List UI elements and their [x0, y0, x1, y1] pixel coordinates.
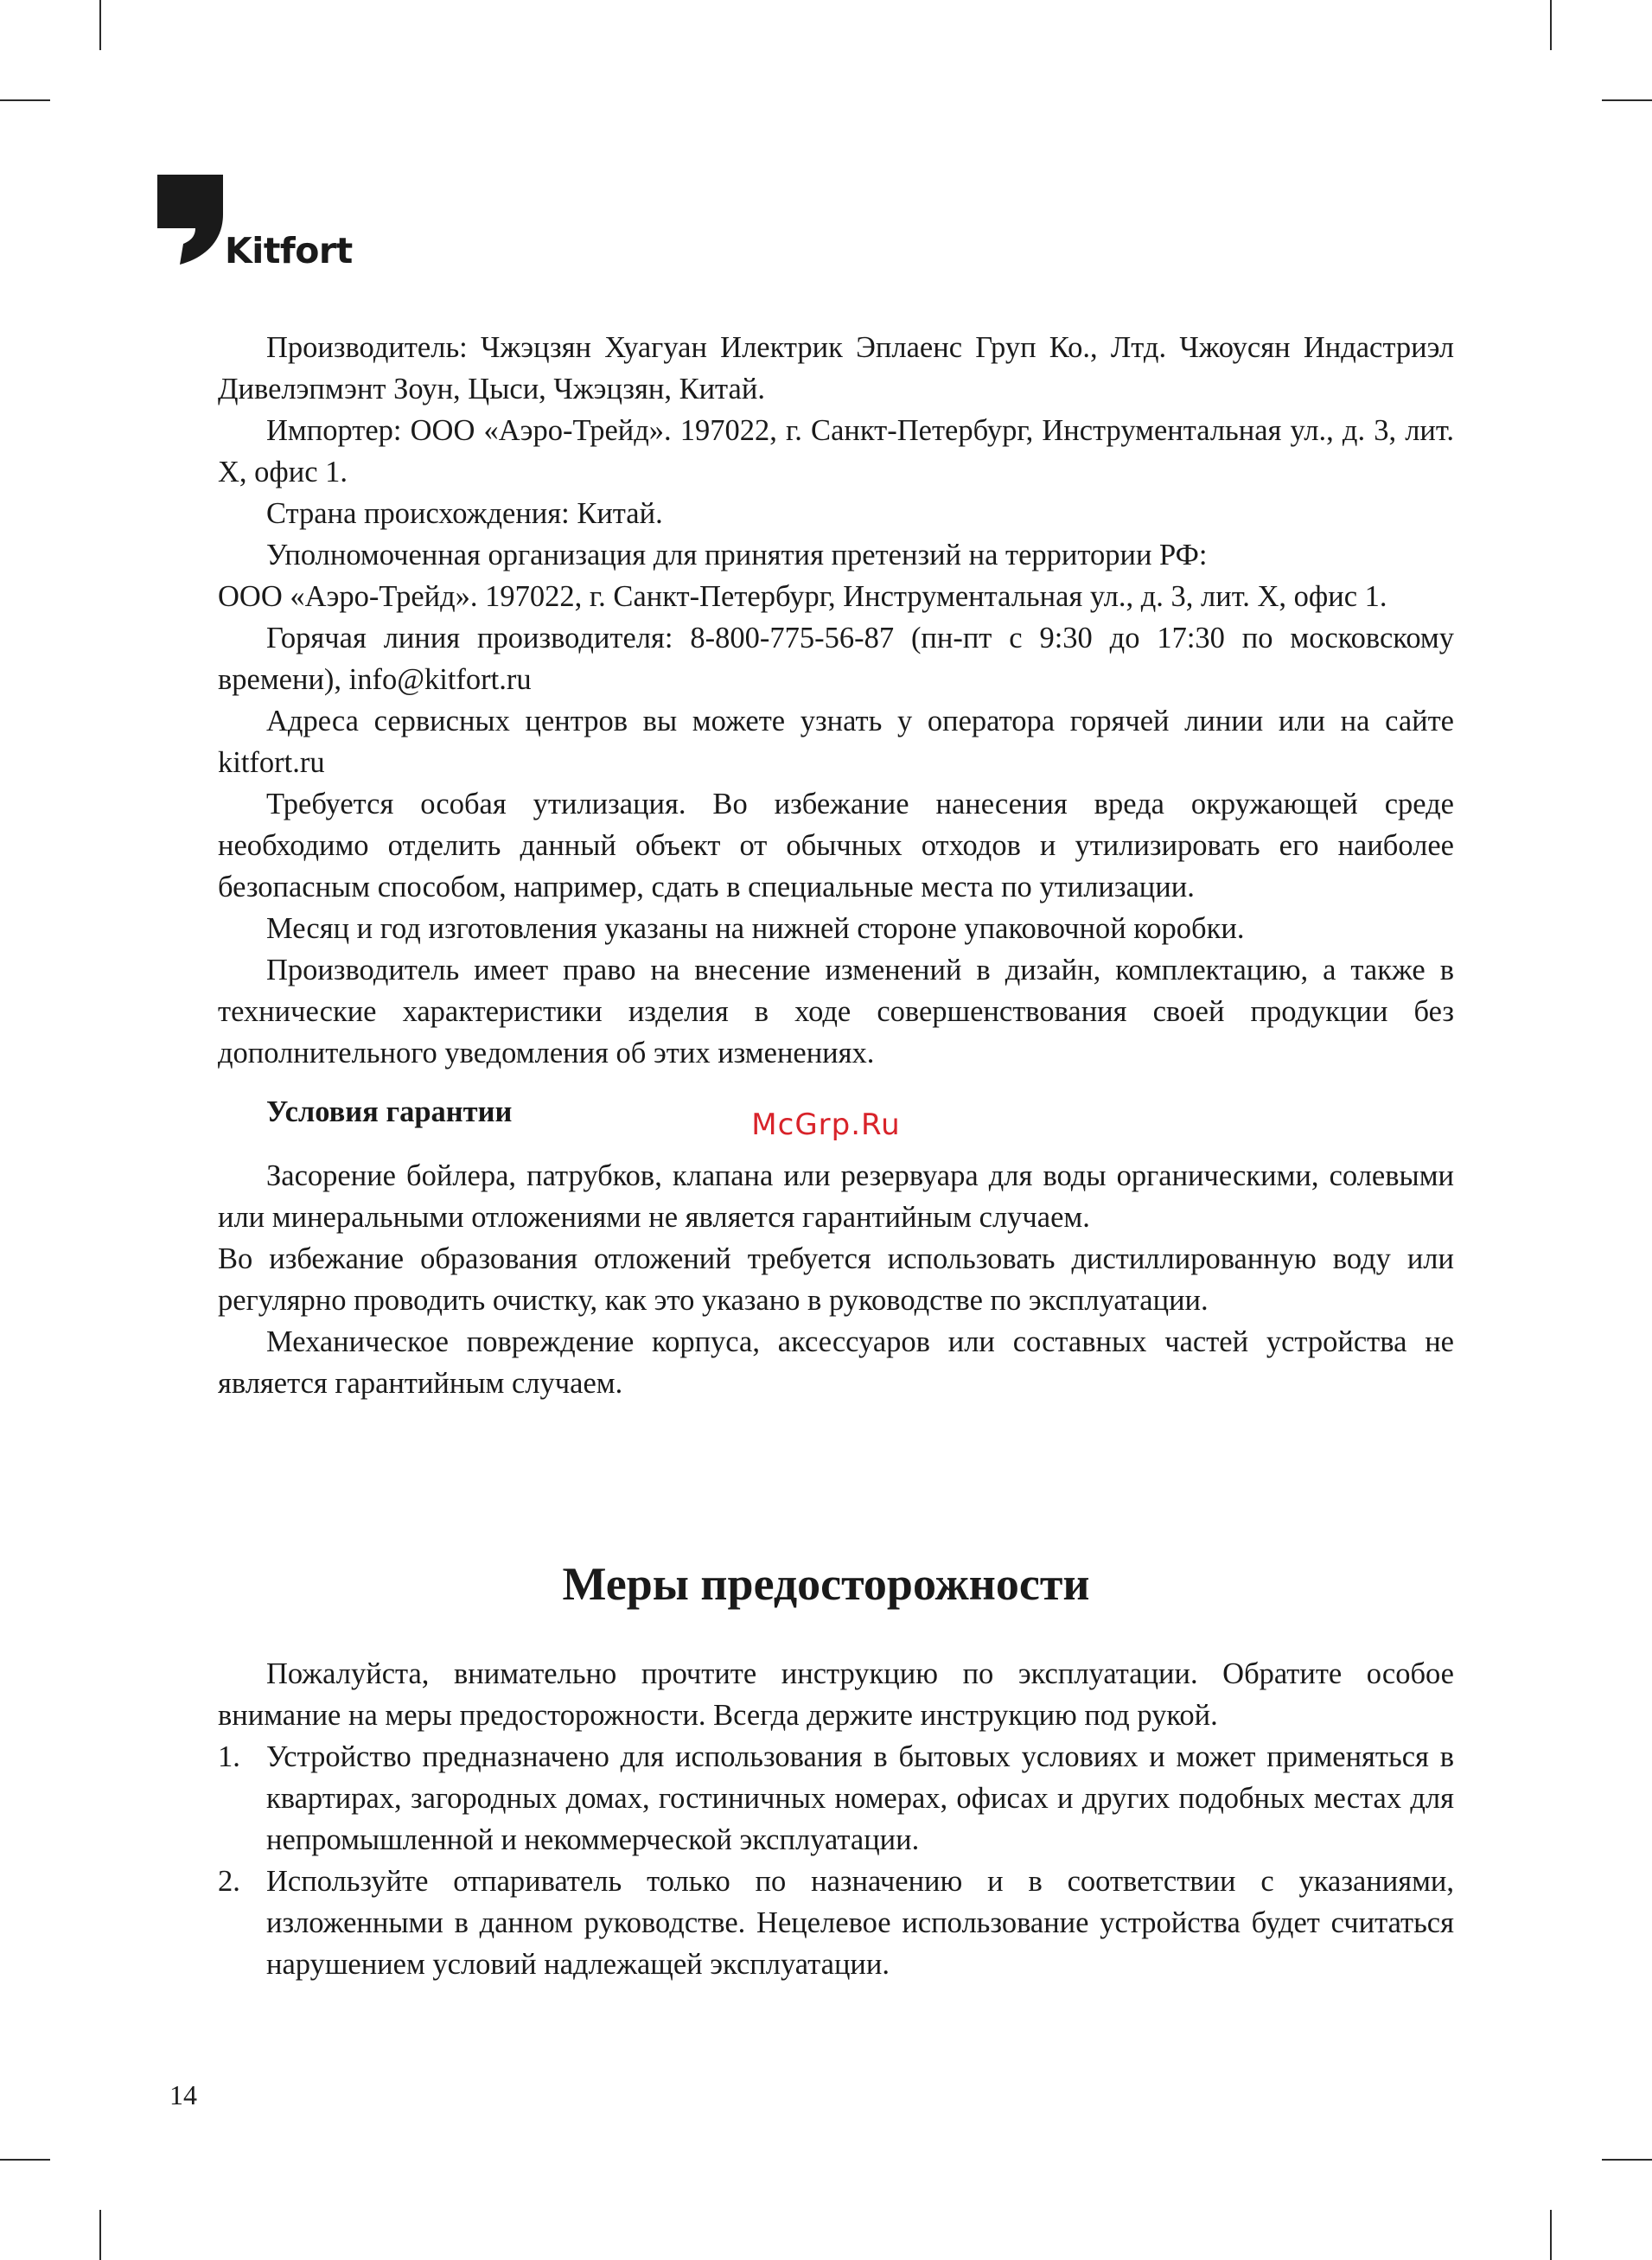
service-centers-paragraph: Адреса сервисных центров вы можете узнать у оператора горячей линии или на сайте kitfort.ru — [218, 705, 1454, 779]
precautions-title: Меры предосторожности — [562, 1558, 1090, 1610]
precautions-list — [218, 1736, 1454, 1985]
changes-paragraph: Производитель имеет право на внесение изменений в дизайн, комплектацию, а также в технические характеристики изделия в ходе совершенствования своей продукции без дополнительного уведомления об этих изменениях. — [218, 954, 1454, 1069]
disposal-paragraph: Требуется особая утилизация. Во избежание нанесения вреда окружающей среде необходимо отделить данный объект от обычных отходов и утилизировать его наиболее безопасным способом, например, сдать в специальные места по утилизации. — [218, 788, 1454, 903]
precautions-section — [218, 1653, 1454, 1985]
list-item-text: Устройство предназначено для использования в бытовых условиях и может применяться в квартирах, загородных домах, гостиничных номерах, офисах и других подобных местах для непромышленной и некоммерческой эксплуатации. — [266, 1740, 1454, 1856]
warranty-paragraph-2: Во избежание образования отложений требуется использовать дистиллированную воду или регулярно проводить очистку, как это указано в руководстве по эксплуатации. — [218, 1242, 1454, 1317]
list-item-number: 2. — [218, 1865, 240, 1898]
crop-mark-left-top — [0, 99, 50, 101]
manufacture-date-paragraph: Месяц и год изготовления указаны на нижней стороне упаковочной коробки. — [266, 912, 1245, 945]
crop-mark-left-bottom — [0, 2159, 50, 2161]
authorized-org-address: ООО «Аэро-Трейд». 197022, г. Санкт-Петербург, Инструментальная ул., д. 3, лит. Х, офис 1. — [218, 580, 1387, 613]
warranty-paragraph-3: Механическое повреждение корпуса, аксессуаров или составных частей устройства не является гарантийным случаем. — [218, 1325, 1454, 1400]
page-number: 14 — [169, 2079, 197, 2110]
crop-mark-right-bottom — [1602, 2159, 1652, 2161]
brand-logo — [157, 175, 353, 271]
list-item — [218, 1861, 1454, 1985]
kitfort-logo-icon — [157, 175, 223, 265]
watermark-text: McGrp.Ru — [751, 1108, 901, 1142]
brand-name: Kitfort — [225, 230, 353, 271]
info-section — [218, 327, 1454, 1404]
crop-mark-top-right — [1550, 0, 1552, 50]
manufacturer-paragraph: Производитель: Чжэцзян Хуагуан Илектрик Эплаенс Груп Ко., Лтд. Чжоусян Индастриэл Дивелэпмэнт Зоун, Цыси, Чжэцзян, Китай. — [218, 331, 1454, 405]
importer-paragraph: Импортер: ООО «Аэро-Трейд». 197022, г. Санкт-Петербург, Инструментальная ул., д. 3, лит. Х, офис 1. — [218, 414, 1454, 488]
origin-paragraph: Страна происхождения: Китай. — [266, 497, 663, 530]
list-item — [218, 1736, 1454, 1861]
list-item-text: Используйте отпариватель только по назначению и в соответствии с указаниями, изложенными в данном руководстве. Нецелевое использование устройства будет считаться нарушением условий надлежащей эксплуатации. — [266, 1865, 1454, 1981]
crop-mark-bottom-right — [1550, 2210, 1552, 2260]
hotline-paragraph: Горячая линия производителя: 8-800-775-56-87 (пн-пт с 9:30 до 17:30 по московскому времени), info@kitfort.ru — [218, 622, 1454, 696]
warranty-paragraph-1: Засорение бойлера, патрубков, клапана или резервуара для воды органическими, солевыми или минеральными отложениями не является гарантийным случаем. — [218, 1159, 1454, 1234]
warranty-heading: Условия гарантии — [266, 1095, 513, 1128]
crop-mark-right-top — [1602, 99, 1652, 101]
crop-mark-top-left — [99, 0, 101, 50]
precautions-intro: Пожалуйста, внимательно прочтите инструкцию по эксплуатации. Обратите особое внимание на меры предосторожности. Всегда держите инструкцию под рукой. — [218, 1657, 1454, 1732]
authorized-org-paragraph: Уполномоченная организация для принятия претензий на территории РФ: — [266, 539, 1208, 571]
crop-mark-bottom-left — [99, 2210, 101, 2260]
list-item-number: 1. — [218, 1740, 240, 1773]
